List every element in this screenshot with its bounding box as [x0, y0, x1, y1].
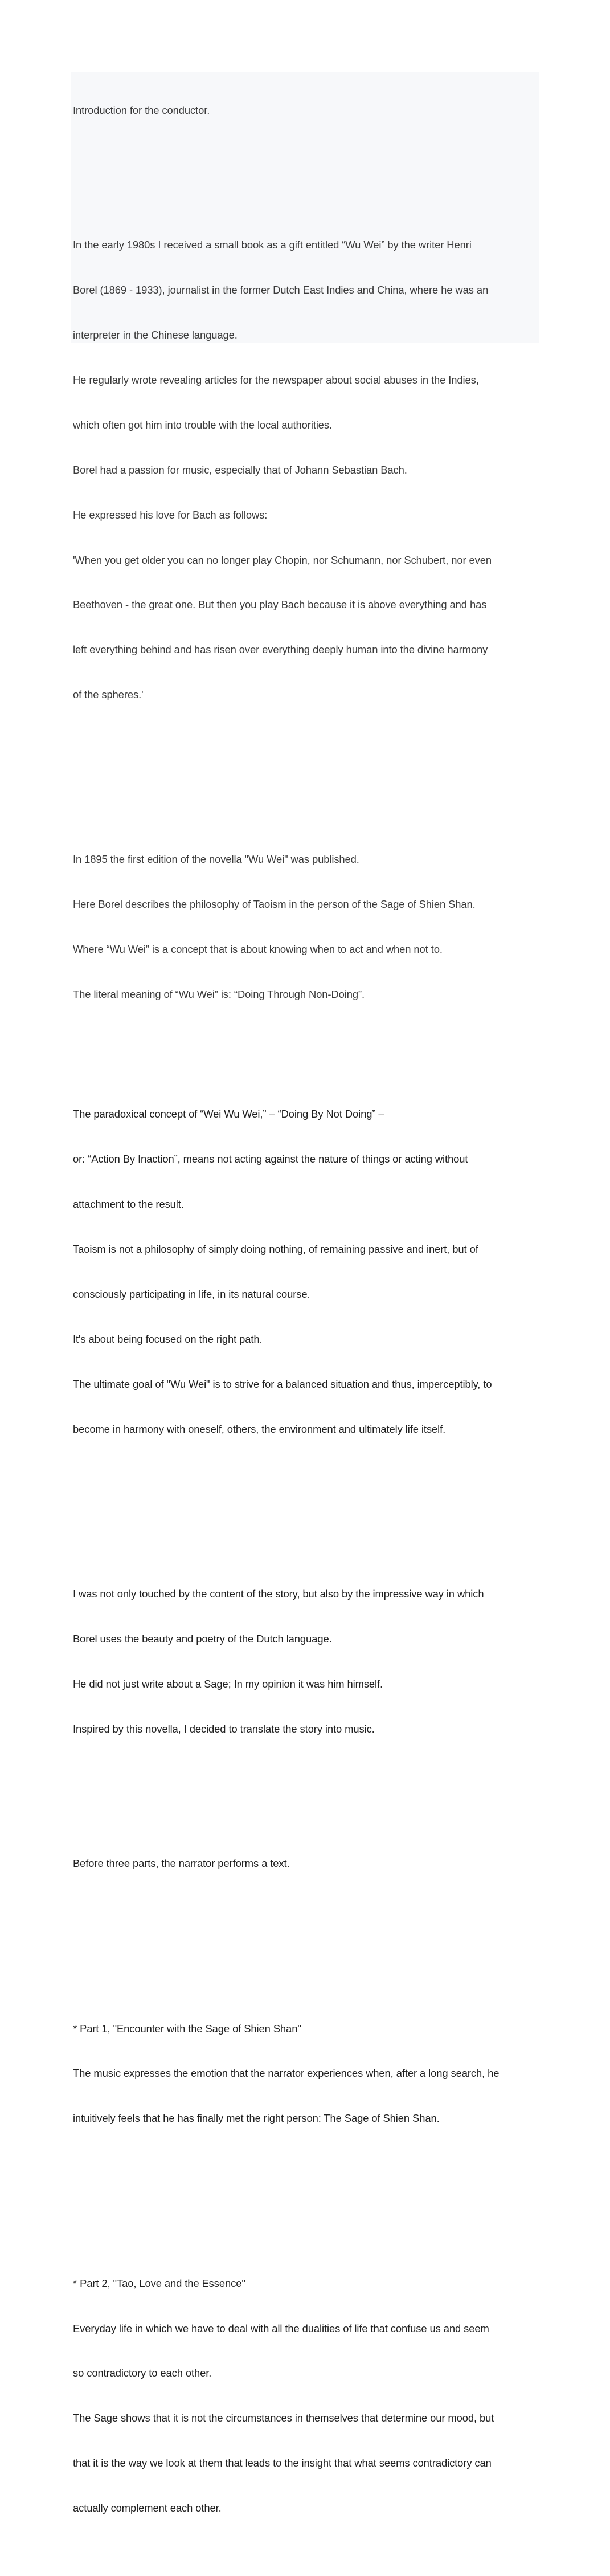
text-line: Taoism is not a philosophy of simply doing nothing, of remaining passive and inert, but of — [73, 1243, 478, 1256]
part-1-title: * Part 1, "Encounter with the Sage of Shien Shan" — [73, 2022, 301, 2035]
text-line: consciously participating in life, in its natural course. — [73, 1288, 310, 1301]
text-line: intuitively feels that he has finally met the right person: The Sage of Shien Shan. — [73, 2112, 440, 2125]
paragraph-novella-shaded — [73, 822, 540, 1032]
text-line: He regularly wrote revealing articles for the newspaper about social abuses in the Indies, — [73, 373, 479, 386]
text-line: It's about being focused on the right path. — [73, 1332, 263, 1345]
text-line: become in harmony with oneself, others, the environment and ultimately life itself. — [73, 1422, 446, 1435]
text-line: Inspired by this novella, I decided to translate the story into music. — [73, 1722, 375, 1735]
text-line: actually complement each other. — [73, 2502, 222, 2514]
text-line: Borel had a passion for music, especially that of Johann Sebastian Bach. — [73, 463, 407, 476]
section-gap — [73, 1901, 540, 1946]
paragraph-gap — [73, 2186, 540, 2201]
part-2-title: * Part 2, "Tao, Love and the Essence" — [73, 2277, 245, 2289]
text-line: attachment to the result. — [73, 1198, 184, 1210]
paragraph-intro — [73, 208, 540, 732]
text-line: The paradoxical concept of “Wei Wu Wei,” – “Doing By Not Doing” – — [73, 1108, 384, 1120]
text-line: The ultimate goal of "Wu Wei" is to strive for a balanced situation and thus, imperceptibly, to — [73, 1377, 492, 1390]
text-line: He expressed his love for Bach as follows: — [73, 508, 268, 521]
paragraph-gap — [73, 1497, 540, 1511]
paragraph-gap — [73, 1796, 540, 1811]
quote-line: 'When you get older you can no longer play Chopin, nor Schumann, nor Schubert, nor even — [73, 553, 492, 566]
text-line: The Sage shows that it is not the circumstances in themselves that determine our mood, but — [73, 2412, 494, 2424]
part-1-section — [73, 1991, 540, 2156]
text-line: The literal meaning of “Wu Wei” is: “Doing Through Non-Doing”. — [73, 988, 365, 1001]
text-line: The music expresses the emotion that the narrator experiences when, after a long search, he — [73, 2067, 500, 2080]
text-line: In 1895 the first edition of the novella "Wu Wei" was published. — [73, 853, 359, 866]
part-2-section — [73, 2246, 540, 2546]
text-line: which often got him into trouble with the local authorities. — [73, 418, 333, 431]
paragraph-inspiration — [73, 1556, 540, 1766]
text-line: interpreter in the Chinese language. — [73, 329, 238, 341]
quote-line: left everything behind and has risen over everything deeply human into the divine harmony — [73, 643, 488, 656]
paragraph-gap — [73, 763, 540, 777]
narrator-note: Before three parts, the narrator performs a text. — [73, 1857, 290, 1870]
text-line: or: “Action By Inaction”, means not acting against the nature of things or acting without — [73, 1153, 468, 1165]
paragraph-novella — [73, 1077, 540, 1467]
text-line: Where “Wu Wei” is a concept that is about knowing when to act and when not to. — [73, 943, 443, 956]
quote-line: Beethoven - the great one. But then you play Bach because it is above everything and has — [73, 598, 487, 611]
text-line: Borel (1869 - 1933), journalist in the former Dutch East Indies and China, where he was an — [73, 284, 489, 296]
document-body — [73, 73, 540, 2576]
paragraph-gap — [73, 148, 540, 162]
text-line: so contradictory to each other. — [73, 2367, 212, 2379]
text-line: He did not just write about a Sage; In my opinion it was him himself. — [73, 1677, 383, 1690]
text-line: I was not only touched by the content of the story, but also by the impressive way in which — [73, 1587, 484, 1600]
text-line: In the early 1980s I received a small book as a gift entitled “Wu Wei” by the writer Henri — [73, 239, 472, 251]
quote-line: of the spheres.' — [73, 688, 144, 701]
text-line: that it is the way we look at them that leads to the insight that what seems contradictory can — [73, 2457, 492, 2469]
text-line: Borel uses the beauty and poetry of the Dutch language. — [73, 1632, 332, 1645]
document-heading: Introduction for the conductor. — [73, 104, 210, 116]
text-line: Here Borel describes the philosophy of Taoism in the person of the Sage of Shien Shan. — [73, 898, 476, 911]
text-line: Everyday life in which we have to deal with all the dualities of life that confuse us and seem — [73, 2322, 489, 2334]
